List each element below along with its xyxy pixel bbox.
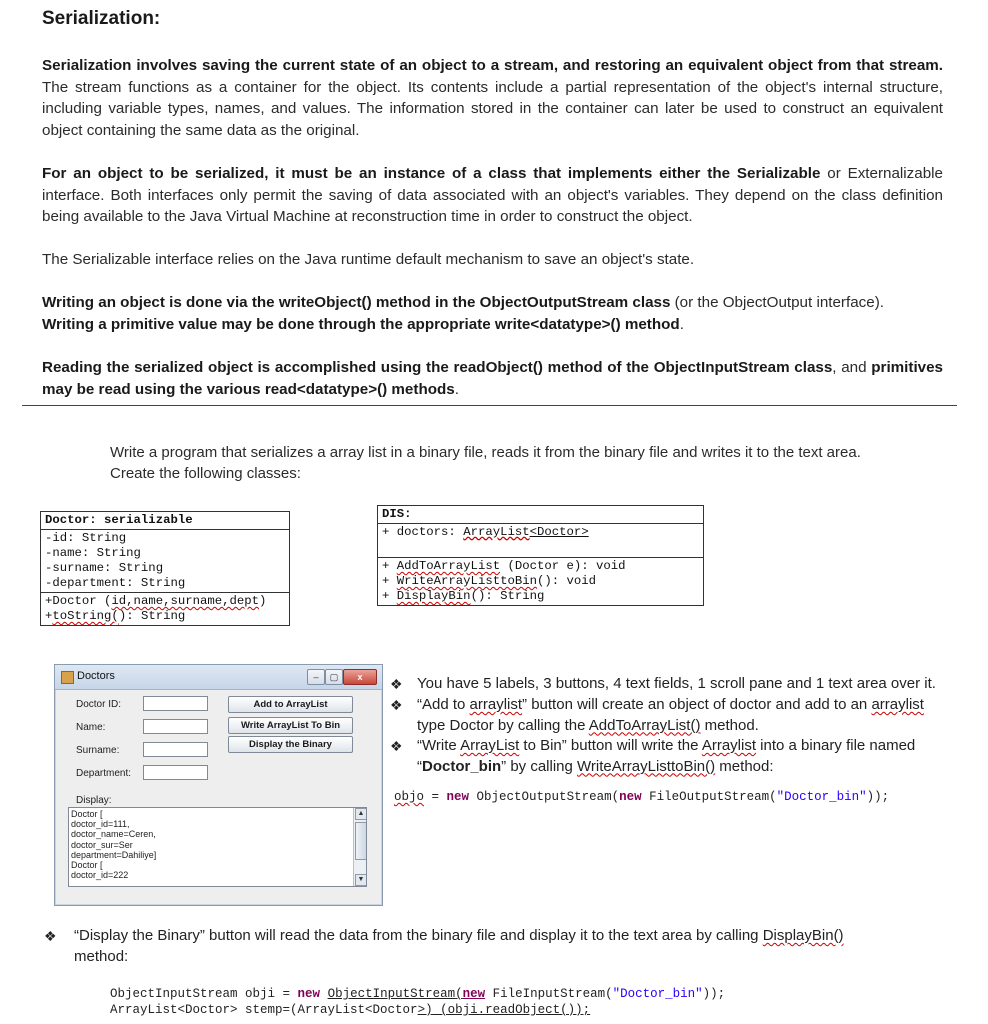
diamond-bullet-icon: ❖ [390, 697, 403, 713]
maximize-button[interactable]: ▢ [325, 669, 343, 685]
doctor-id-label: Doctor ID: [76, 699, 122, 710]
diamond-bullet-icon: ❖ [390, 738, 403, 754]
diamond-bullet-icon: ❖ [390, 676, 403, 692]
doctor-id-field[interactable] [143, 696, 208, 711]
add-to-arraylist-button[interactable]: Add to ArrayList [228, 696, 353, 713]
diamond-bullet-icon: ❖ [44, 928, 57, 944]
scroll-down-icon[interactable]: ▼ [355, 874, 367, 886]
window-titlebar [55, 665, 382, 690]
paragraph-serialization: Serialization involves saving the current state of an object to a stream, and restoring an equivalent object from that stream. The stream functions as a container for the object. Its contents include a partial representation of the object's internal structure, including variable types, names, and values. The information stored in the container can later be used to construct an equivalent object containing the same data as the original. [42, 57, 943, 139]
paragraph-runtime: The Serializable interface relies on the Java runtime default mechanism to save an object's state. [42, 251, 695, 268]
surname-field[interactable] [143, 742, 208, 757]
name-label: Name: [76, 722, 106, 733]
code-objectoutputstream: objo = new ObjectOutputStream(new FileOutputStream("Doctor_bin")); [394, 790, 890, 804]
surname-label: Surname: [76, 745, 120, 756]
department-field[interactable] [143, 765, 208, 780]
window-title: Doctors [77, 670, 115, 682]
divider [22, 405, 957, 406]
uml-doctor-title: Doctor: serializable [45, 513, 193, 527]
name-field[interactable] [143, 719, 208, 734]
uml-dis-title: DIS: [382, 507, 412, 521]
uml-field: -id: String [45, 531, 127, 545]
uml-method: +toString(): String [45, 609, 186, 623]
display-label: Display: [76, 795, 112, 806]
write-arraylist-button[interactable]: Write ArrayList To Bin [228, 717, 353, 734]
bullet-add [390, 695, 960, 736]
uml-method: + DisplayBin(): String [382, 589, 545, 603]
paragraph-serializable: For an object to be serialized, it must be an instance of a class that implements either the Serializable or Externalizable interface. Both interfaces only permit the saving of data associated with an object's variables. They depend on the class definition being available to the Java Virtual Machine at reconstruction time in order to construct the object. [42, 165, 943, 225]
paragraph-writing: Writing an object is done via the writeObject() method in the ObjectOutputStream class (or the ObjectOutput interface). Writing a primitive value may be done through the appropriate write<datatype>() method. [42, 294, 884, 333]
bullet-write [390, 736, 960, 777]
bullet-text: “Add to arraylist” button will create an object of doctor and add to an arraylist type Doctor by calling the AddToArrayList() method. [417, 696, 924, 734]
java-app-icon [61, 671, 74, 684]
minimize-button[interactable]: – [307, 669, 325, 685]
uml-method: + AddToArrayList (Doctor e): void [382, 559, 626, 573]
uml-method: + WriteArrayListtoBin(): void [382, 574, 597, 588]
scrollbar[interactable] [353, 808, 366, 886]
bullet-text: You have 5 labels, 3 buttons, 4 text fields, 1 scroll pane and 1 text area over it. [417, 675, 936, 692]
close-button[interactable]: x [343, 669, 377, 685]
bullet-text: “Write ArrayList to Bin” button will write the Arraylist into a binary file named “Doctor_bin” by calling WriteArrayListtoBin() method: [417, 737, 916, 775]
uml-doctor-class [40, 511, 290, 626]
paragraph-reading: Reading the serialized object is accomplished using the readObject() method of the ObjectInputStream class, and primitives may be read using the various read<datatype>() methods. [42, 359, 943, 398]
bullet-text: “Display the Binary” button will read the data from the binary file and display it to the text area by calling DisplayBin() method: [74, 927, 844, 965]
scroll-thumb[interactable] [355, 822, 367, 860]
task-intro: Write a program that serializes a array list in a binary file, reads it from the binary file and writes it to the text area. Create the following classes: [110, 444, 861, 482]
uml-dis-class [377, 505, 704, 606]
uml-method: +Doctor (id,name,surname,dept) [45, 594, 267, 608]
code-objectinputstream: ObjectInputStream obji = new ObjectInputStream(new FileInputStream("Doctor_bin")); ArrayList<Doctor> stemp=(ArrayList<Doctor>) (obji.readObject()); [110, 987, 726, 1017]
scroll-up-icon[interactable]: ▲ [355, 808, 367, 820]
bullet-display [44, 926, 944, 967]
doctors-window [54, 664, 383, 906]
bullet-components [390, 674, 960, 695]
display-binary-button[interactable]: Display the Binary [228, 736, 353, 753]
department-label: Department: [76, 768, 132, 779]
display-textarea[interactable] [68, 807, 367, 887]
uml-field: -department: String [45, 576, 186, 590]
uml-field: + doctors: ArrayList<Doctor> [382, 525, 589, 539]
uml-field: -surname: String [45, 561, 164, 575]
page-title: Serialization: [42, 8, 161, 29]
textarea-content: Doctor [ doctor_id=111, doctor_name=Ceren, doctor_sur=Ser department=Dahiliye] Doctor [ doctor_id=222 [71, 809, 157, 881]
uml-field: -name: String [45, 546, 141, 560]
